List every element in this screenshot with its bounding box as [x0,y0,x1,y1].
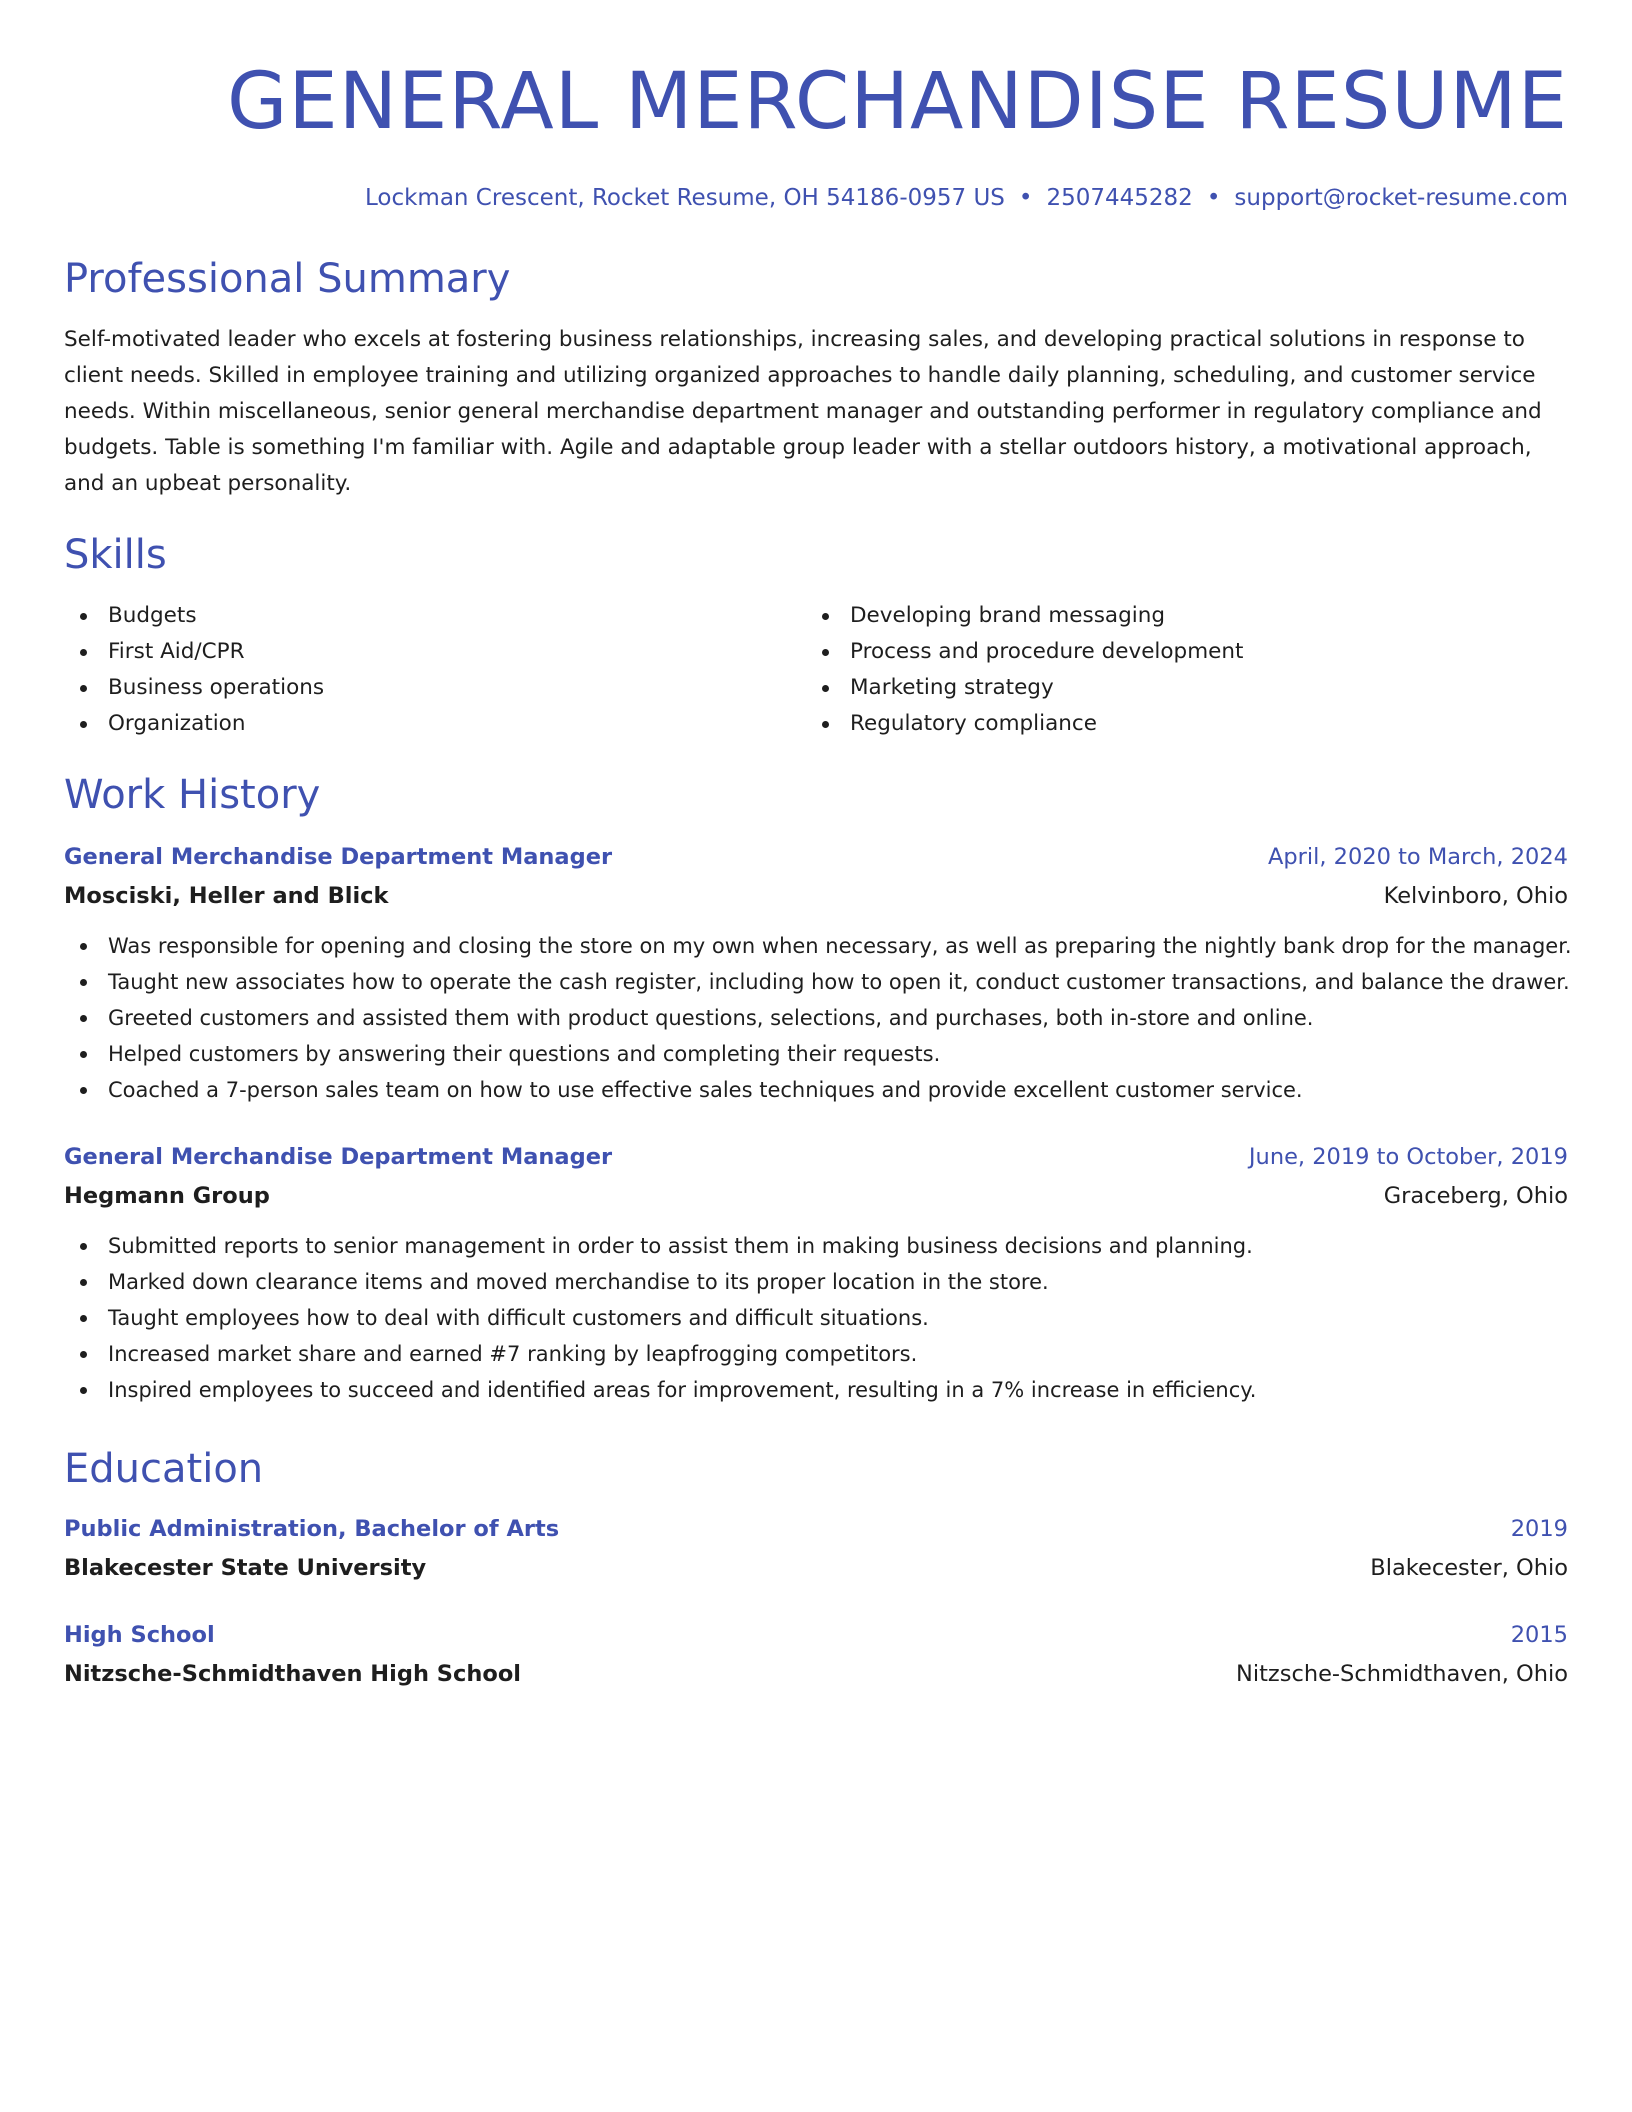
graduation-year: 2015 [1510,1622,1568,1648]
job-bullet: Inspired employees to succeed and identified areas for improvement, resulting in a 7% increase in efficiency. [64,1372,1568,1408]
skill-item: Business operations [64,670,806,706]
job-bullet: Taught employees how to deal with difficult customers and difficult situations. [64,1300,1568,1336]
skills-column-right [806,598,1548,742]
work-entry-subheader [64,876,1568,916]
summary-text: Self-motivated leader who excels at fostering business relationships, increasing sales, and developing practical solutions in response to client needs. Skilled in employee training and utilizing organized approaches to handle daily planning, scheduling, and customer service needs. Within miscellaneous, senior general merchandise department manager and outstanding performer in regulatory compliance and budgets. Table is something I'm familiar with. Agile and adaptable group leader with a stellar outdoors history, a motivational approach, and an upbeat personality. [64,327,1542,496]
skill-item: Budgets [64,598,806,634]
work-entry-header [64,1138,1568,1176]
school-name: Blakecester State University [64,1555,427,1581]
job-bullet: Coached a 7-person sales team on how to use effective sales techniques and provide excellent customer service. [64,1072,1568,1108]
job-title: General Merchandise Department Manager [64,1144,613,1170]
degree-name: High School [64,1622,215,1648]
job-bullet: Marked down clearance items and moved merchandise to its proper location in the store. [64,1264,1568,1300]
contact-separator: • [1206,185,1221,211]
education-entry [64,1510,1568,1588]
skills-list [64,598,1568,742]
skills-column-left [64,598,806,742]
skills-heading: Skills [64,532,167,578]
job-bullet: Submitted reports to senior management in order to assist them in making business decisions and planning. [64,1228,1568,1264]
skill-item: Organization [64,706,806,742]
job-dates: June, 2019 to October, 2019 [1248,1144,1568,1170]
school-location: Nitzsche-Schmidthaven, Ohio [1236,1661,1568,1687]
contact-address: Lockman Crescent, Rocket Resume, OH 54186-0957 US [364,185,1005,211]
skills-section [64,530,1568,742]
skill-item: Developing brand messaging [806,598,1548,634]
resume-header [64,0,1568,214]
graduation-year: 2019 [1510,1516,1568,1542]
job-bullet: Increased market share and earned #7 ranking by leapfrogging competitors. [64,1336,1568,1372]
skill-item: Regulatory compliance [806,706,1548,742]
job-bullet: Greeted customers and assisted them with product questions, selections, and purchases, both in-store and online. [64,1000,1568,1036]
skill-item: Marketing strategy [806,670,1548,706]
education-heading: Education [64,1446,264,1492]
job-bullets [64,1228,1568,1408]
skill-item: Process and procedure development [806,634,1548,670]
work-entry-header [64,838,1568,876]
work-history-section [64,770,1572,1408]
work-entry-subheader [64,1176,1568,1216]
education-entry-subheader [64,1548,1568,1588]
education-entry-header [64,1510,1568,1548]
job-dates: April, 2020 to March, 2024 [1267,844,1568,870]
work-entry [64,838,1572,1108]
contact-line [64,182,1568,214]
job-bullet: Helped customers by answering their questions and completing their requests. [64,1036,1568,1072]
company-name: Hegmann Group [64,1183,270,1209]
summary-section [64,254,1568,502]
education-entry-subheader [64,1654,1568,1694]
job-bullets [64,928,1572,1108]
education-entry [64,1616,1568,1694]
work-entry [64,1138,1568,1408]
contact-separator: • [1018,185,1033,211]
job-bullet: Was responsible for opening and closing the store on my own when necessary, as well as preparing the nightly bank drop for the manager. [64,928,1568,964]
job-bullet: Taught new associates how to operate the cash register, including how to open it, conduct customer transactions, and balance the drawer. [64,964,1568,1000]
job-location: Graceberg, Ohio [1383,1183,1568,1209]
job-location: Kelvinboro, Ohio [1383,883,1568,909]
contact-phone: 2507445282 [1046,185,1193,211]
degree-name: Public Administration, Bachelor of Arts [64,1516,560,1542]
job-title: General Merchandise Department Manager [64,844,613,870]
summary-heading: Professional Summary [64,256,511,302]
skill-item: First Aid/CPR [64,634,806,670]
contact-email: support@rocket-resume.com [1234,185,1568,211]
education-section [64,1444,1568,1694]
company-name: Mosciski, Heller and Blick [64,883,389,909]
education-entry-header [64,1616,1568,1654]
work-history-heading: Work History [64,772,321,818]
school-location: Blakecester, Ohio [1370,1555,1568,1581]
resume-title: GENERAL MERCHANDISE RESUME [226,57,1568,147]
school-name: Nitzsche-Schmidthaven High School [64,1661,521,1687]
